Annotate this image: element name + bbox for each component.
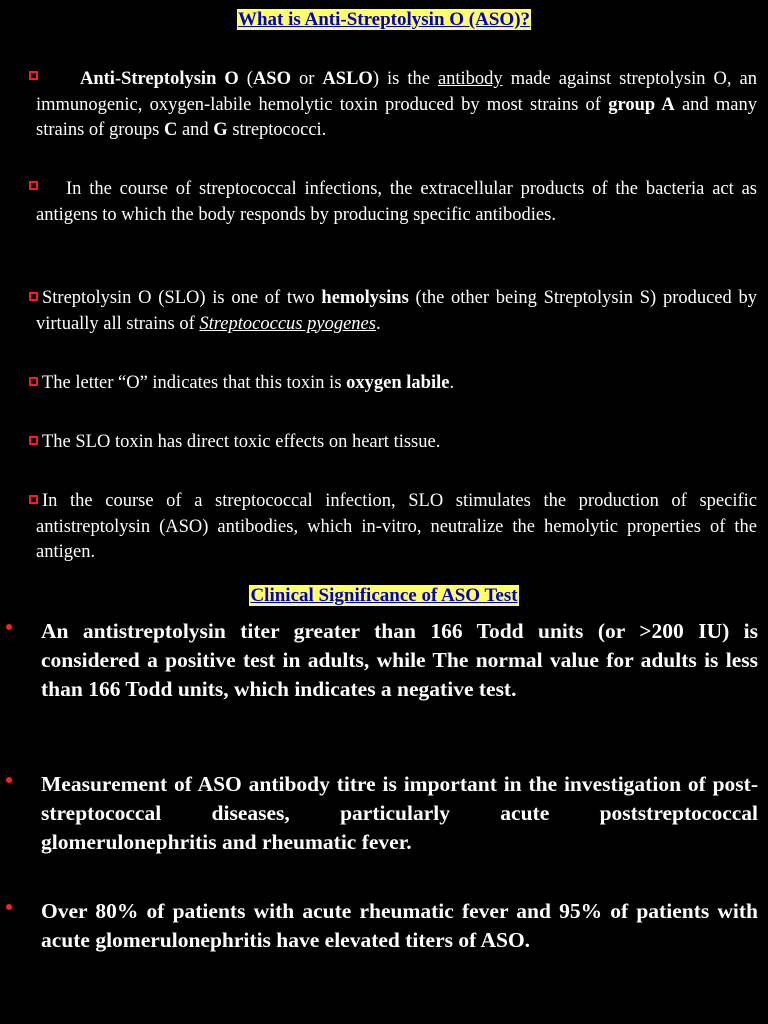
dot-bullet-icon [6,904,12,910]
paragraph-aso-production [29,489,757,566]
streptococcus-pyogenes-link[interactable]: Streptococcus pyogenes [199,313,376,334]
square-bullet-icon [29,181,38,190]
text-segment: streptococci. [227,120,327,140]
term-aslo: ASLO [322,69,373,89]
term-hemolysins: hemolysins [321,288,409,308]
term-aso: ASO [252,69,291,89]
page-title [0,9,768,31]
paragraph-oxygen-labile [29,371,757,397]
term-group-c: C [163,120,178,140]
text-segment: In the course of streptococcal infections, the extracellular products of the bacteria act as antigens to which the body responds by producing specific antibodies. [36,179,757,225]
term-oxygen-labile: oxygen labile [346,373,450,393]
text-segment: (the other being Streptolysin S) produced by virtually all strains of [36,288,758,334]
paragraph-heart-toxicity [29,430,757,456]
square-bullet-icon [29,71,38,80]
dot-bullet-icon [6,777,12,783]
paragraph-slo-hemolysins [29,286,757,337]
dot-bullet-icon [6,624,12,630]
section-title [0,585,768,607]
text-segment: and [177,120,214,140]
text-segment: . [375,313,381,334]
text-segment: Streptolysin O (SLO) is one of two [42,288,322,308]
square-bullet-icon [29,495,38,504]
square-bullet-icon [29,292,38,301]
antibody-link[interactable]: antibody [437,69,503,89]
bullet-item-elevated-titers: Over 80% of patients with acute rheumatic fever and 95% of patients with acute glomerulonephritis have elevated titers of ASO. [41,899,758,952]
text-segment: ) is the [372,69,438,89]
square-bullet-icon [29,377,38,386]
text-segment: ( [238,69,253,89]
paragraph-aso-definition [36,67,757,144]
paragraph-streptococcal-antigens [36,177,757,228]
text-segment: In the course of a streptococcal infection, SLO stimulates the production of specific antistreptolysin (ASO) antibodies, which in-vitro, neutralize the hemolytic properties of the antigen. [36,491,757,562]
text-segment: or [290,69,323,89]
page-title-text: What is Anti-Streptolysin O (ASO)? [237,9,531,30]
text-segment: made against streptolysin O, an immunogenic, oxygen-labile hemolytic toxin produced by most strains of [36,69,757,115]
text-segment: The SLO toxin has direct toxic effects on heart tissue. [42,432,441,452]
text-segment: . [449,373,455,393]
bullet-item-measurement: Measurement of ASO antibody titre is important in the investigation of post-streptococcal diseases, particularly acute poststreptococcal glomerulonephritis and rheumatic fever. [41,772,758,854]
section-title-text: Clinical Significance of ASO Test [250,585,518,606]
term-group-a: group A [608,94,675,115]
square-bullet-icon [29,436,38,445]
term-anti-streptolysin-o: Anti-Streptolysin O [80,69,239,89]
text-segment: The letter “O” indicates that this toxin is [42,373,347,393]
text-segment: and many strains of groups [36,94,758,140]
bullet-item-positive-titer: An antistreptolysin titer greater than 166 Todd units (or >200 IU) is considered a positive test in adults, while The normal value for adults is less than 166 Todd units, which indicates a negative test. [41,619,758,701]
term-group-g: G [213,120,228,140]
